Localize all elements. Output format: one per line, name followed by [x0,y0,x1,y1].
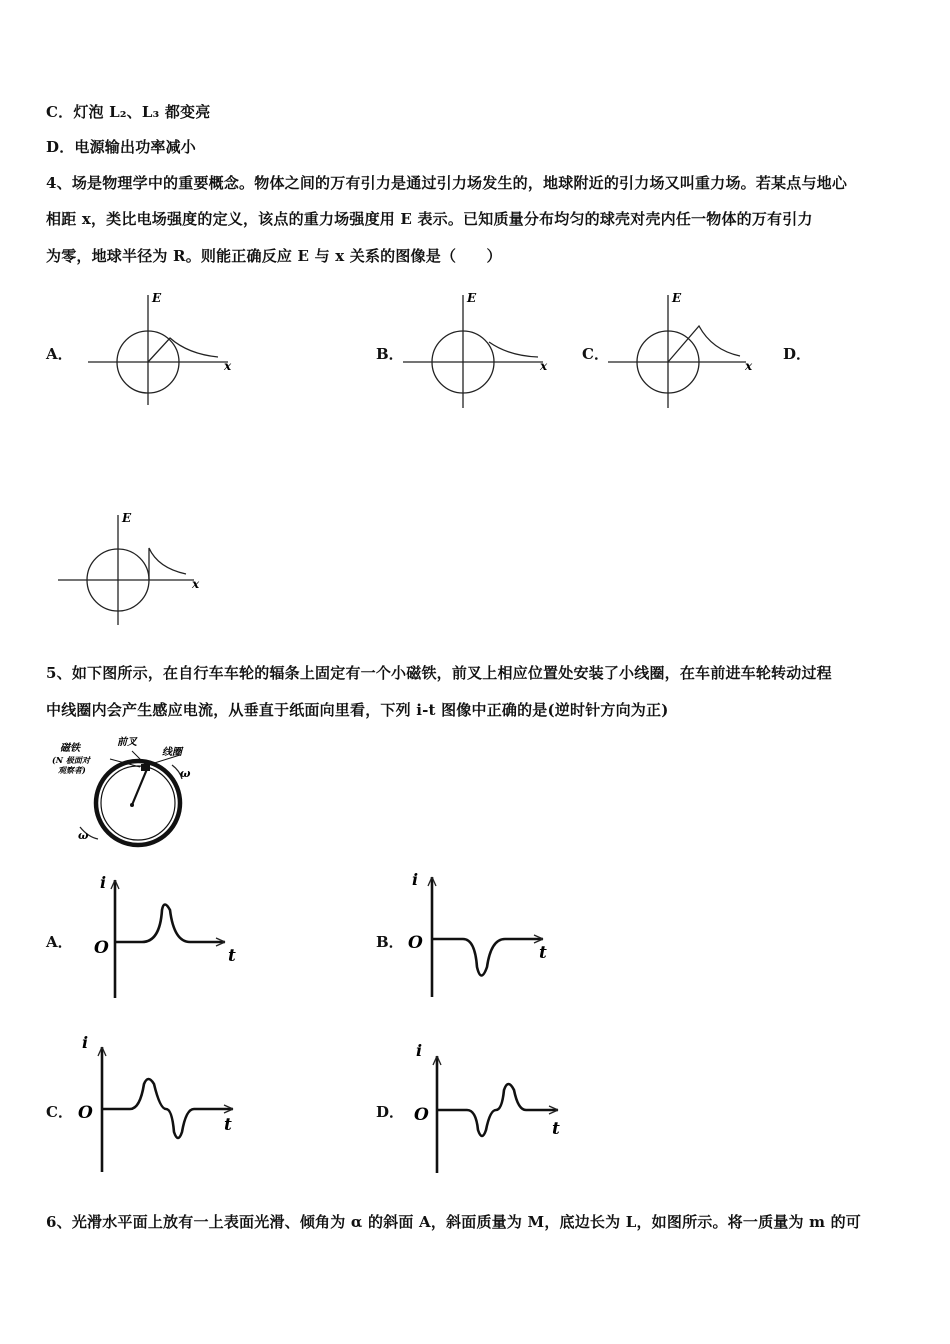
axis-label-x: x [192,577,200,591]
q5-option-c-label: C． [46,1103,73,1121]
q5-option-b-label: B． [376,933,404,951]
q5-option-a-label: A． [46,933,73,951]
q4-graph-b [403,290,553,410]
q5-graph-b [405,872,565,1002]
q5-graph-a [90,875,250,1005]
q4-option-a-label: A． [46,345,73,363]
axis-label-e: E [122,511,132,525]
magnet-label: 磁铁 [60,743,80,754]
axis-label-e: E [467,291,477,305]
axis-label-origin: O [408,933,423,953]
q4-text-line3: 为零，地球半径为 R。则能正确反应 E 与 x 关系的图像是（ ） [46,247,502,265]
axis-label-x: x [540,359,548,373]
q4-graph-a [88,290,238,410]
axis-label-x: x [745,359,753,373]
bicycle-wheel-figure [50,735,200,850]
q4-graph-d [58,510,208,630]
q5-text-line1: 5、如下图所示，在自行车车轮的辐条上固定有一个小磁铁，前叉上相应位置处安装了小线圈，在车前进车轮转动过程 [46,664,832,682]
q4-text-line1: 4、场是物理学中的重要概念。物体之间的万有引力是通过引力场发生的，地球附近的引力场又叫重力场。若某点与地心 [46,174,848,192]
q6-text-line1: 6、光滑水平面上放有一上表面光滑、倾角为 α 的斜面 A，斜面质量为 M，底边长为 L，如图所示。将一质量为 m 的可 [46,1213,862,1231]
coil-label: 线圈 [162,747,182,758]
axis-label-t: t [539,943,547,963]
axis-label-origin: O [414,1105,429,1125]
axis-label-e: E [152,291,162,305]
axis-label-origin: O [78,1103,93,1123]
q4-graph-c [608,290,758,410]
fork-label: 前叉 [117,737,137,748]
q5-graph-c [78,1032,248,1177]
axis-label-origin: O [94,938,109,958]
axis-label-i: i [82,1033,89,1052]
magnet-note-1: (N 极面对 [52,755,90,765]
q3-option-c: C．灯泡 L₂、L₃ 都变亮 [46,103,211,121]
q4-option-c-label: C． [582,345,609,363]
axis-label-x: x [224,359,232,373]
q3-option-d: D．电源输出功率减小 [46,138,197,156]
q4-option-b-label: B． [376,345,404,363]
q4-text-line2: 相距 x，类比电场强度的定义，该点的重力场强度用 E 表示。已知质量分布均匀的球壳对壳内任一物体的万有引力 [46,210,813,228]
axis-label-e: E [672,291,682,305]
magnet-note-2: 观察者) [58,765,86,775]
axis-label-t: t [228,946,236,966]
q5-text-line2: 中线圈内会产生感应电流，从垂直于纸面向里看，下列 i-t 图像中正确的是(逆时针方向为正) [46,701,669,719]
omega-label-bottom: ω [78,829,89,842]
axis-label-i: i [412,870,419,889]
q4-option-d-label: D． [783,345,812,363]
axis-label-t: t [224,1115,232,1135]
axis-label-t: t [552,1119,560,1139]
q5-option-d-label: D． [376,1103,405,1121]
axis-label-i: i [416,1041,423,1060]
q5-graph-d [412,1038,582,1183]
axis-label-i: i [100,873,107,892]
omega-label-top: ω [180,767,191,780]
